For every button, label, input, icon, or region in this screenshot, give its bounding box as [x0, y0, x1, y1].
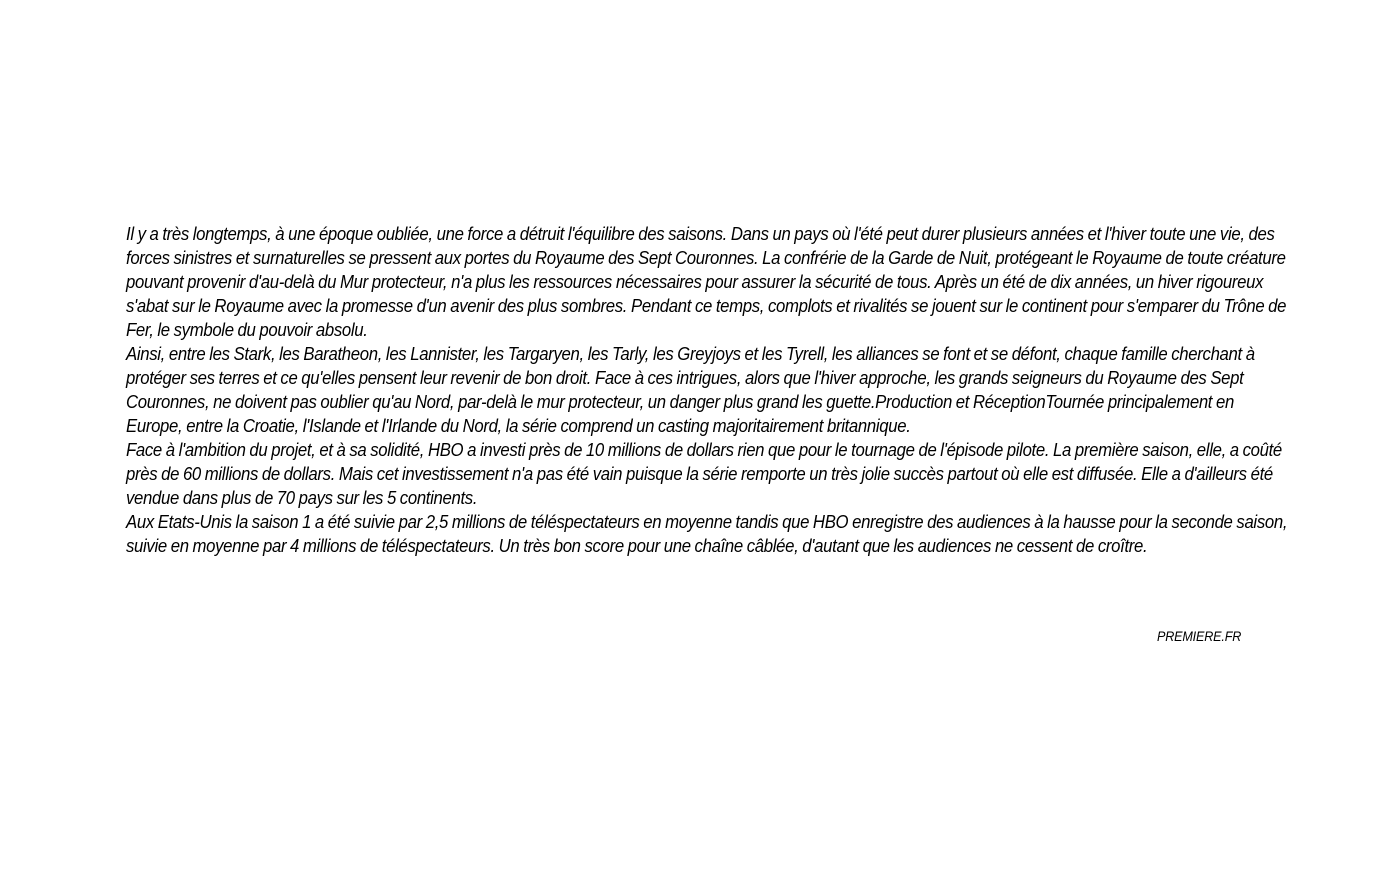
source-credit: PREMIERE.FR [1157, 628, 1242, 644]
article-paragraph: Face à l'ambition du projet, et à sa solidité, HBO a investi près de 10 millions de dollars rien que pour le tournage de l'épisode pilote. La première saison, elle, a coûté près de 60 millions de dollars. Mais cet investissement n'a pas été vain puisque la série remporte un très jolie succès partout où elle est diffusée. Elle a d'ailleurs été vendue dans plus de 70 pays sur les 5 continents. [126, 440, 1282, 508]
article-paragraph: Ainsi, entre les Stark, les Baratheon, les Lannister, les Targaryen, les Tarly, les Greyjoys et les Tyrell, les alliances se font et se défont, chaque famille cherchant à protéger ses terres et ce qu'elles pensent leur revenir de bon droit. Face à ces intrigues, alors que l'hiver approche, les grands seigneurs du Royaume des Sept Couronnes, ne doivent pas oublier qu'au Nord, par-delà le mur protecteur, un danger plus grand les guette.Production et RéceptionTournée principalement en Europe, entre la Croatie, l'Islande et l'Irlande du Nord, la série comprend un casting majoritairement britannique. [126, 344, 1255, 436]
article-paragraph: Aux Etats-Unis la saison 1 a été suivie par 2,5 millions de téléspectateurs en moyenne tandis que HBO enregistre des audiences à la hausse pour la seconde saison, suivie en moyenne par 4 millions de téléspectateurs. Un très bon score pour une chaîne câblée, d'autant que les audiences ne cessent de croître. [126, 512, 1288, 556]
article-body [126, 222, 1288, 558]
article-paragraph: Il y a très longtemps, à une époque oubliée, une force a détruit l'équilibre des saisons. Dans un pays où l'été peut durer plusieurs années et l'hiver toute une vie, des forces sinistres et surnaturelles se pressent aux portes du Royaume des Sept Couronnes. La confrérie de la Garde de Nuit, protégeant le Royaume de toute créature pouvant provenir d'au-delà du Mur protecteur, n'a plus les ressources nécessaires pour assurer la sécurité de tous. Après un été de dix années, un hiver rigoureux s'abat sur le Royaume avec la promesse d'un avenir des plus sombres. Pendant ce temps, complots et rivalités se jouent sur le continent pour s'emparer du Trône de Fer, le symbole du pouvoir absolu. [126, 224, 1287, 340]
